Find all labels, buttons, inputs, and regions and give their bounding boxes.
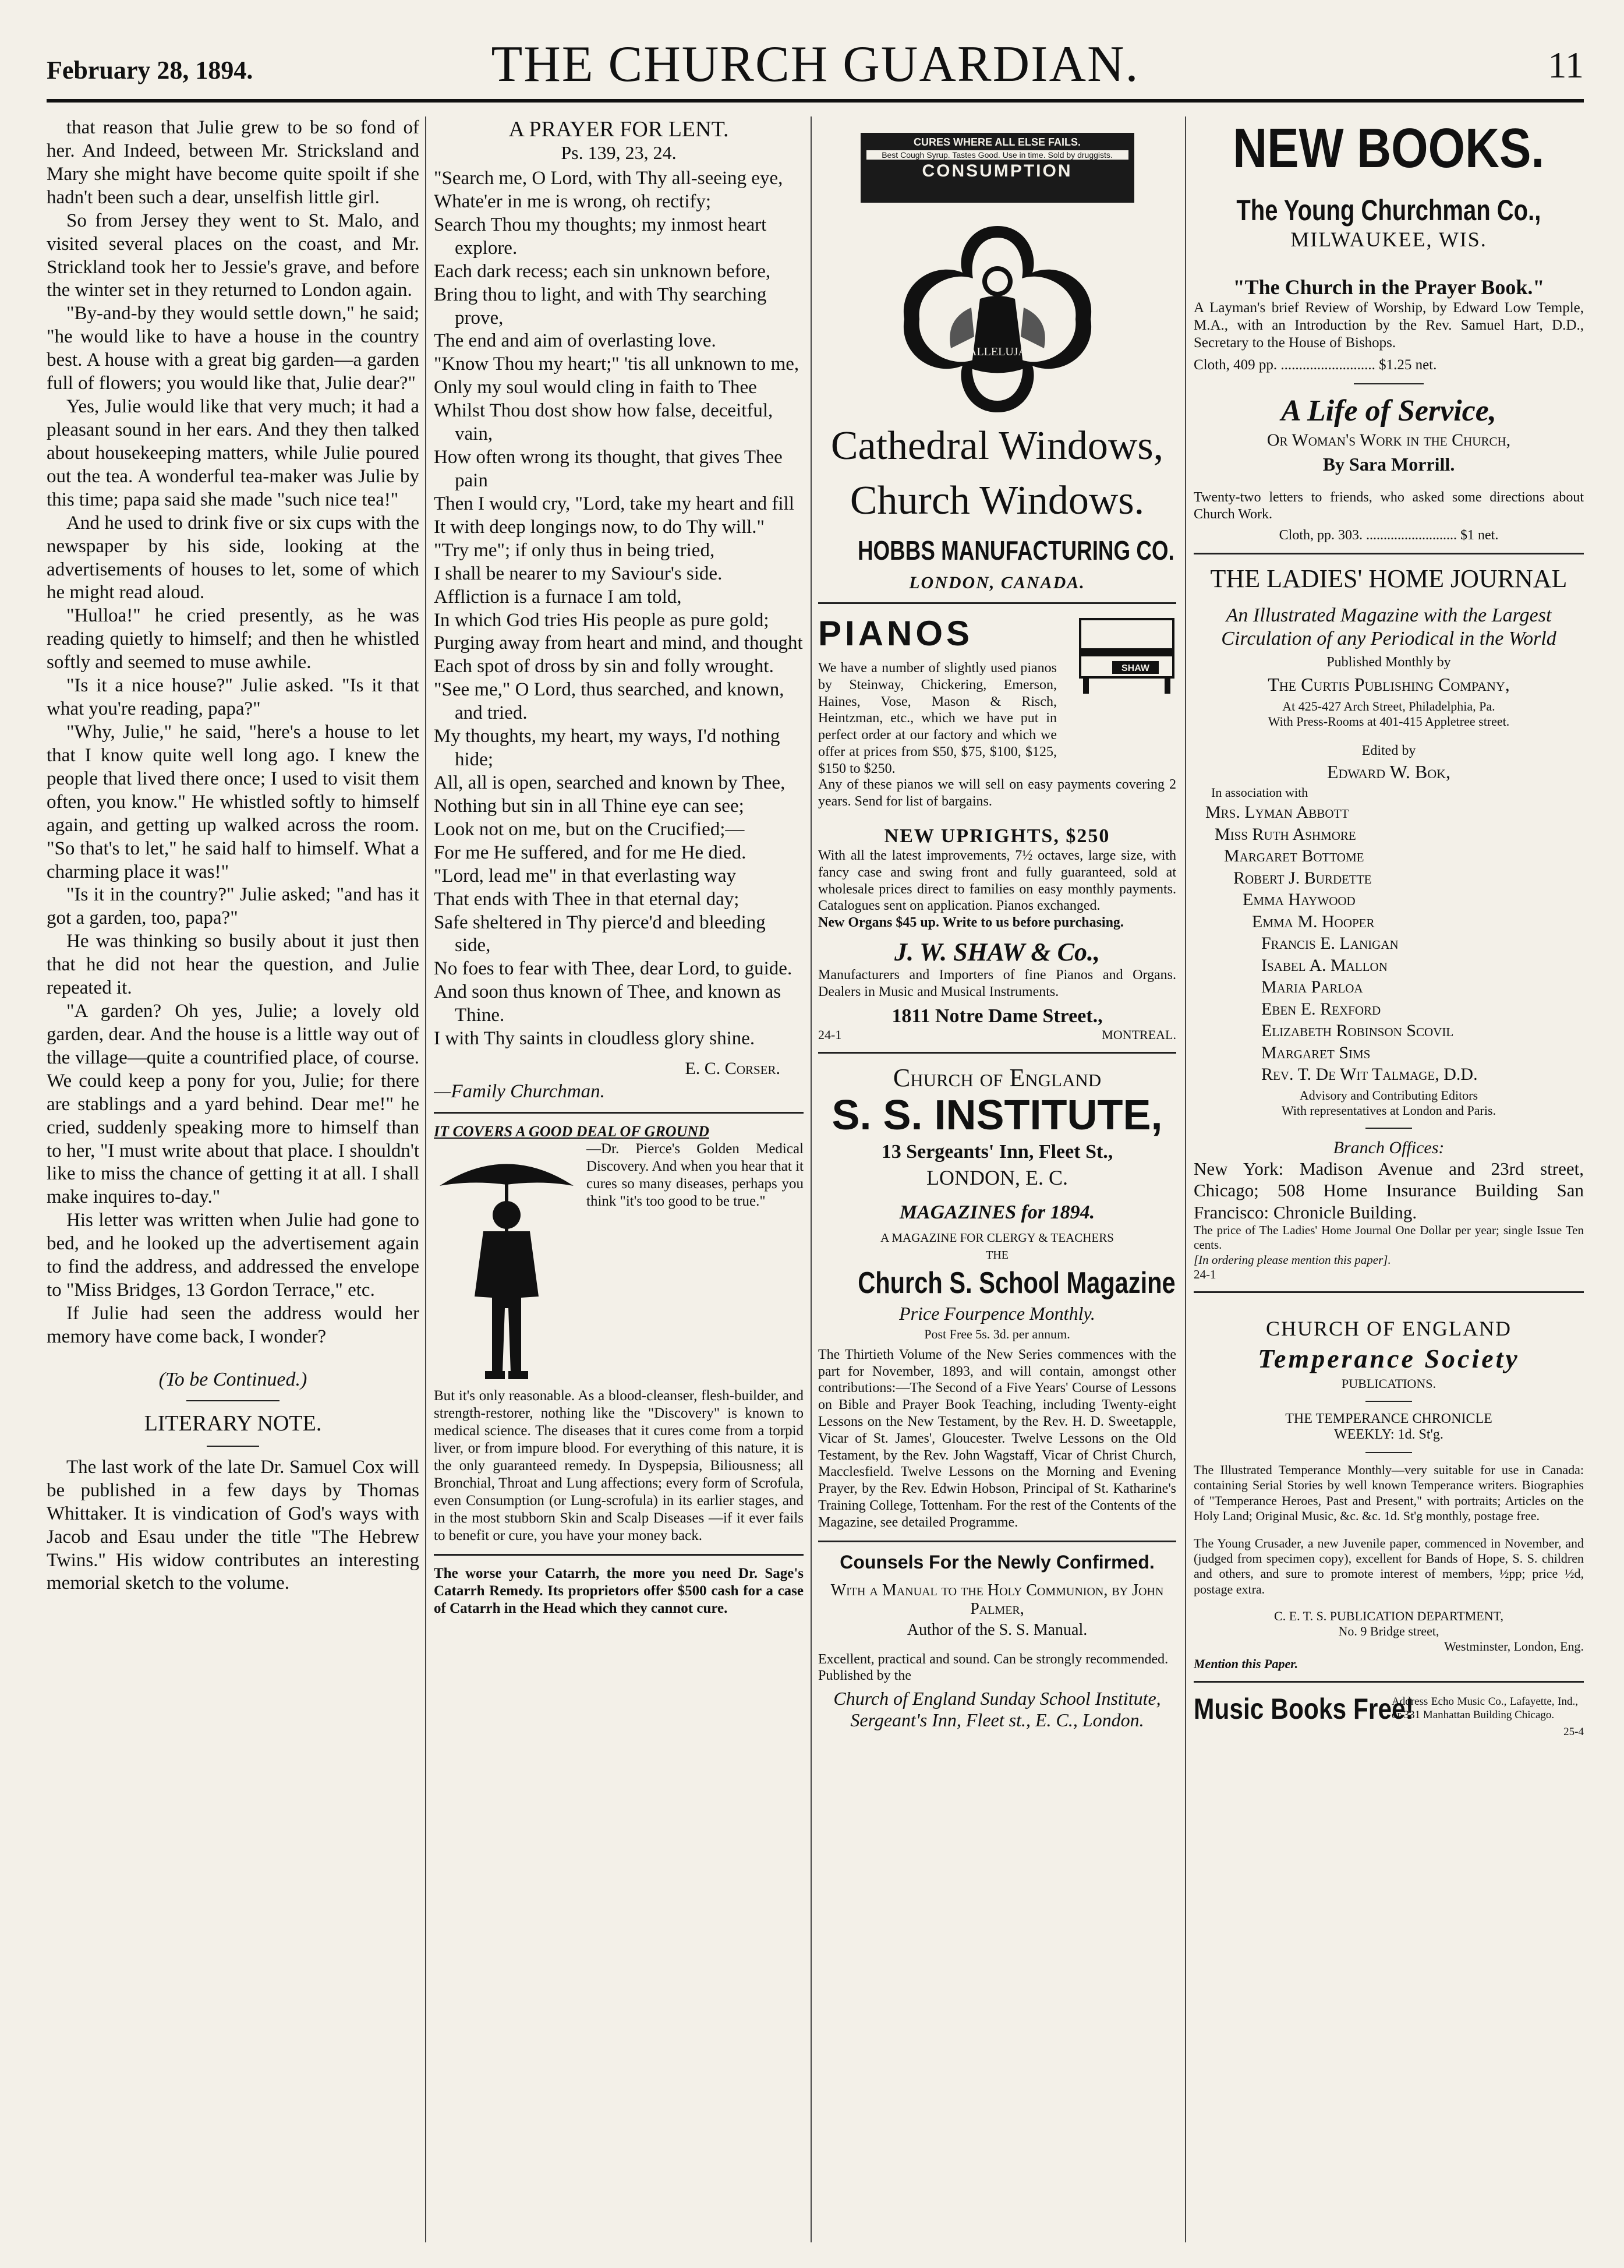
mention-this-paper: Mention this Paper.	[1194, 1656, 1299, 1672]
music-books-free: Music Books Free!	[1194, 1693, 1414, 1726]
editor-list-name: Eben E. Rexford	[1261, 999, 1381, 1019]
story-paragraph: that reason that Julie grew to be so fond of her. And Indeed, between Mr. Stricksland and Mary she might have become quite spoilt if she hadn't been such a dear, unselfish little girl.	[47, 117, 419, 208]
column-advertisements	[818, 116, 1176, 2242]
ssi-address: 13 Sergeants' Inn, Fleet St.,	[881, 1140, 1113, 1163]
poem-line: All, all is open, searched and known by Thee,	[434, 772, 786, 793]
shaw-description: Manufacturers and Importers of fine Pianos and Organs. Dealers in Music and Musical Instruments.	[818, 967, 1176, 999]
cets-address-2: Westminster, London, Eng.	[1444, 1639, 1584, 1654]
piano-brand: SHAW	[1121, 663, 1149, 673]
poem-line: "Know Thou my heart;" 'tis all unknown to me,	[434, 354, 799, 375]
poem-line: Each dark recess; each sin unknown before,	[434, 260, 771, 282]
editor-list-name: Emma M. Hooper	[1252, 912, 1375, 931]
column-rule	[811, 116, 812, 2242]
advisory-editors: Advisory and Contributing Editors	[1299, 1087, 1478, 1103]
poem-line: In which God tries His people as pure gold;	[434, 609, 769, 631]
curtis-address: At 425-427 Arch Street, Philadelphia, Pa.	[1282, 699, 1495, 714]
pianos-text: We have a number of slightly used pianos by Steinway, Chickering, Emerson, Haines, Vose, Mason & Risch, Heintzman, etc., which we have put in perfect order at our factory and which we offer at prices from $50, $75, $100, $125, $150 to $250.	[818, 660, 1057, 776]
piso-line-1: CURES WHERE ALL ELSE FAILS.	[913, 136, 1081, 148]
church-prayer-book-title: "The Church in the Prayer Book."	[1233, 275, 1545, 299]
representatives: With representatives at London and Paris.	[1281, 1103, 1496, 1118]
poem-line: I with Thy saints in cloudless glory shine.	[434, 1028, 755, 1050]
edited-by: Edited by	[1361, 743, 1416, 759]
newspaper-title: THE CHURCH GUARDIAN.	[491, 36, 1140, 93]
piso-line-2: Best Cough Syrup. Tastes Good. Use in time. Sold by druggists.	[866, 150, 1128, 160]
story-paragraph: He was thinking so busily about it just then that he did not hear the question, and Julie repeated it.	[47, 931, 419, 999]
counsels-heading: Counsels For the Newly Confirmed.	[840, 1551, 1155, 1573]
column-story	[47, 116, 419, 2242]
literary-note-heading: LITERARY NOTE.	[144, 1411, 322, 1436]
poem-title: A PRAYER FOR LENT.	[508, 117, 729, 142]
poem-line: "Try me"; if only thus in being tried,	[434, 539, 715, 561]
story-paragraph: And he used to drink five or six cups with the newspaper by his side, looking at the advertisements of houses to let, some of which he might read aloud.	[47, 512, 419, 603]
poem-line: Whilst Thou dost show how false, deceitful, vain,	[434, 400, 773, 445]
column-poem	[434, 116, 804, 2242]
published-by: Published by the	[818, 1668, 911, 1684]
pianos-text-2: Any of these pianos we will sell on easy payments covering 2 years. Send for list of bargains.	[818, 777, 1176, 809]
to-be-continued: (To be Continued.)	[158, 1368, 307, 1390]
curtis-address-2: With Press-Rooms at 401-415 Appletree street.	[1268, 714, 1510, 729]
page-number: 11	[1548, 44, 1584, 86]
branch-offices: Branch Offices:	[1333, 1137, 1445, 1157]
poem-line: How often wrong its thought, that gives Thee pain	[434, 447, 783, 491]
shaw-address: 1811 Notre Dame Street.,	[891, 1005, 1103, 1027]
music-ad-number: 25-4	[1563, 1726, 1584, 1739]
ad-music-books	[1194, 1692, 1584, 1726]
poem-line: Bring thou to light, and with Thy searching prove,	[434, 284, 767, 328]
hobbs-location: LONDON, CANADA.	[909, 573, 1085, 592]
poem-line: Purging away from heart and mind, and thought	[434, 633, 803, 654]
young-crusader: The Young Crusader, a new Juvenile paper, commenced in November, and (judged from specimen copy), excellent for Bands of Hope, S. S. children and others, and sure to promote interest of members, ½pp; price ½d, postage extra.	[1194, 1535, 1584, 1596]
magazine-contents: The Thirtieth Volume of the New Series commences with the part for November, 1893, and will contain, amongst other contributions:—The Second of a Five Years' Course of Lessons on Bible and Prayer Book Teaching, including Twenty-eight Lessons on the New Testament, by the Rev. H. D. Sweetapple, Vicar of St. James', Gloucester. Twelve Lessons on the Old Testament, by the Rev. John Wagstaff, Vicar of Christ Church, Macclesfield. Twelve Lessons on the Morning and Evening Prayer, by the Rev. Edwin Hobson, Principal of St. Katharine's Training College, Tottenham. For the rest of the Contents of the Magazine, see detailed Programme.	[818, 1347, 1176, 1530]
poem-line: Only my soul would cling in faith to Thee	[434, 377, 757, 398]
life-text: Twenty-two letters to friends, who asked some directions about Church Work.	[1194, 490, 1584, 522]
window-banner-text: HALLELUJAH	[960, 345, 1035, 358]
poem-line: And soon thus known of Thee, and known as Thine.	[434, 981, 781, 1026]
poem-author: E. C. Corser.	[685, 1059, 780, 1079]
story-paragraph: His letter was written when Julie had gone to bed, and he looked up the advertisement again to find the address, and addressed the envelope to "Miss Bridges, 13 Gordon Terrace," etc.	[47, 1210, 419, 1301]
ss-institute: S. S. INSTITUTE,	[832, 1091, 1163, 1139]
ad-pianos	[818, 613, 1176, 823]
poem-text	[434, 167, 804, 1051]
poem-reference: Ps. 139, 23, 24.	[561, 142, 677, 163]
lhj-subtitle: An Illustrated Magazine with the Largest Circulation of any Periodical in the World	[1221, 604, 1556, 650]
the-label: THE	[986, 1248, 1009, 1262]
life-price: Cloth, pp. 303. .......................... $1 net.	[1279, 527, 1499, 543]
young-churchman-co: The Young Churchman Co.,	[1236, 194, 1541, 227]
curtis-publishing: The Curtis Publishing Company,	[1268, 674, 1510, 695]
life-of-service: A Life of Service,	[1281, 394, 1496, 428]
editor-list-name: Robert J. Burdette	[1233, 868, 1372, 888]
church-of-england: Church of England	[893, 1063, 1102, 1092]
page-header	[47, 23, 1584, 103]
ad-windows	[818, 220, 1176, 421]
poem-line: The end and aim of overlasting love.	[434, 330, 716, 352]
poem-line: "Search me, O Lord, with Thy all-seeing eye,	[434, 168, 783, 189]
story-paragraph: So from Jersey they went to St. Malo, and visited several places on the coast, and Mr. Strickland took her to Jessie's grave, and before the winter set in they returned to London again.	[47, 210, 419, 301]
editor-list-name: Margaret Sims	[1261, 1043, 1371, 1062]
lhj-ad-number: 24-1	[1194, 1267, 1216, 1281]
cets-address: No. 9 Bridge street,	[1338, 1624, 1439, 1639]
stained-glass-angel-icon	[893, 220, 1102, 418]
in-association: In association with	[1211, 785, 1308, 800]
illustrated-temperance-monthly: The Illustrated Temperance Monthly—very suitable for use in Canada: containing Serial Stories by well known Temperance writers. Biographies of "Temperance Heroes, Past and Present," with portraits; Articles on the Holy Land; Original Music, &c. &c. 1d. St'g monthly, postage free.	[1194, 1462, 1584, 1524]
new-books-heading: NEW BOOKS.	[1233, 117, 1545, 179]
editor-list-name: Maria Parloa	[1261, 977, 1363, 997]
temperance-chronicle: THE TEMPERANCE CHRONICLE	[1285, 1411, 1492, 1426]
editor-list-name: Margaret Bottome	[1224, 846, 1364, 866]
music-address: Address Echo Music Co., Lafayette, Ind., or 331 Manhattan Building Chicago.	[1392, 1695, 1578, 1722]
editor-list-name: Elizabeth Robinson Scovil	[1261, 1021, 1454, 1041]
editor-list-name: Rev. T. De Wit Talmage, D.D.	[1261, 1065, 1478, 1084]
life-subtitle: Or Woman's Work in the Church,	[1266, 430, 1511, 450]
editor-name: Edward W. Bok,	[1326, 761, 1451, 783]
issue-date: February 28, 1894.	[47, 56, 253, 84]
pianos-heading: PIANOS	[818, 614, 974, 653]
poem-line: For me He suffered, and for me He died.	[434, 842, 746, 863]
publisher-name: Church of England Sunday School Institute, Sergeant's Inn, Fleet st., E. C., London.	[833, 1688, 1161, 1731]
magazine-for: A MAGAZINE FOR CLERGY & TEACHERS	[880, 1230, 1114, 1245]
ad-catarrh: The worse your Catarrh, the more you need Dr. Sage's Catarrh Remedy. Its proprietors offer $500 cash for a case of Catarrh in the Head which they cannot cure.	[434, 1566, 804, 1617]
poem-line: "Lord, lead me" in that everlasting way	[434, 865, 737, 886]
upright-piano-icon	[1077, 613, 1176, 695]
cathedral-windows: Cathedral Windows,	[830, 423, 1164, 468]
column-rule	[425, 116, 426, 2242]
poem-line: Search Thou my thoughts; my inmost heart explore.	[434, 214, 767, 259]
lhj-price: The price of The Ladies' Home Journal One Dollar per year; single Issue Ten cents.	[1194, 1223, 1584, 1252]
counsels-with-manual: With a Manual to the Holy Communion, by John Palmer,	[830, 1581, 1164, 1618]
story-paragraph: "Hulloa!" he cried presently, as he was reading quietly to himself; and then he whistled softly and seemed to muse awhile.	[47, 605, 419, 673]
shaw-ad-number: 24-1	[818, 1027, 842, 1042]
poem-line: It with deep longings now, to do Thy will."	[434, 516, 765, 538]
poem-line: Nothing but sin in all Thine eye can see;	[434, 795, 744, 817]
lhj-mention: [In ordering please mention this paper].	[1194, 1252, 1391, 1267]
ladies-home-journal: THE LADIES' HOME JOURNAL	[1210, 564, 1568, 593]
story-text	[47, 116, 419, 1349]
poem-line: That ends with Thee in that eternal day;	[434, 888, 740, 910]
shaw-city: MONTREAL.	[1102, 1027, 1176, 1042]
editor-list	[1194, 801, 1584, 1086]
poem-line: My thoughts, my heart, my ways, I'd nothing hide;	[434, 726, 780, 771]
new-uprights: NEW UPRIGHTS, $250	[884, 825, 1110, 847]
column-books	[1194, 116, 1584, 2242]
story-paragraph: "Is it a nice house?" Julie asked. "Is it that what you're reading, papa?"	[47, 675, 419, 720]
cets-church-of-england: CHURCH OF ENGLAND	[1265, 1316, 1512, 1340]
editor-list-name: Francis E. Lanigan	[1261, 934, 1399, 953]
magazines-1894: MAGAZINES for 1894.	[899, 1201, 1095, 1223]
ad-piso-banner	[861, 133, 1134, 203]
ad-pierce-heading: IT COVERS A GOOD DEAL OF GROUND	[434, 1123, 709, 1140]
cets-department: C. E. T. S. PUBLICATION DEPARTMENT,	[1274, 1609, 1503, 1624]
milwaukee: MILWAUKEE, WIS.	[1290, 228, 1487, 251]
literary-note-text: The last work of the late Dr. Samuel Cox will be published in a few days by Thomas Whittaker. It is vindication of God's ways with Jacob and Esau under the title "The Hebrew Twins." His widow contributes an interesting memorial sketch to the volume.	[47, 1456, 419, 1594]
lhj-published: Published Monthly by	[1326, 655, 1451, 670]
story-paragraph: "By-and-by they would settle down," he said; "he would like to have a house in the country best. A house with a great big garden—a garden full of flowers; you would like that, Julie dear?"	[47, 303, 419, 394]
organs-text: New Organs $45 up. Write to us before purchasing.	[818, 915, 1124, 931]
ssi-city: LONDON, E. C.	[926, 1165, 1068, 1189]
poem-line: Affliction is a furnace I am told,	[434, 586, 682, 607]
temperance-society: Temperance Society	[1258, 1343, 1520, 1373]
story-paragraph: "Why, Julie," he said, "here's a house to let that I know quite well long ago. I knew the people that lived there once; I used to visit them often, you know." He whistled softly to himself again, and getting up walked across the room. "So that's to let," he said half to himself. What a charming place it was!"	[47, 721, 419, 882]
editor-list-name: Isabel A. Mallon	[1261, 955, 1388, 975]
life-author: By Sara Morrill.	[1322, 454, 1455, 475]
editor-list-name: Miss Ruth Ashmore	[1215, 824, 1356, 844]
piso-line-3: CONSUMPTION	[922, 161, 1073, 181]
poem-line: Look not on me, but on the Crucified;—	[434, 818, 745, 840]
cets-publications: PUBLICATIONS.	[1342, 1376, 1436, 1391]
poem-line: Then I would cry, "Lord, take my heart and fill	[434, 493, 794, 514]
poem-line: Each spot of dross by sin and folly wrought.	[434, 656, 774, 677]
poem-source: —Family Churchman.	[434, 1081, 605, 1103]
poem-line: I shall be nearer to my Saviour's side.	[434, 563, 723, 584]
church-school-magazine: Church S. School Magazine	[858, 1266, 1176, 1300]
story-paragraph: "Is it in the country?" Julie asked; "and has it got a garden, too, papa?"	[47, 884, 419, 929]
poem-line: No foes to fear with Thee, dear Lord, to guide.	[434, 958, 792, 980]
story-paragraph: Yes, Julie would like that very much; it had a pleasant sound in her ears. And they then talked about housekeeping matters, while Julie poured out the tea. A wonderful tea-maker was Julie by this time; papa said she made "such nice tea!"	[47, 396, 419, 510]
column-rule	[1185, 116, 1186, 2242]
ad-pierce-text1: —Dr. Pierce's Golden Medical Discovery. And when you hear that it cures so many diseases, perhaps you think "it's too good to be true."	[586, 1141, 804, 1210]
church-windows: Church Windows.	[850, 478, 1145, 523]
editor-list-name: Emma Haywood	[1243, 890, 1356, 910]
magazine-price: Price Fourpence Monthly.	[899, 1302, 1095, 1324]
uprights-text: With all the latest improvements, 7½ octaves, large size, with fancy case and swing front and fully guaranteed, sold at wholesale prices direct to families on easy monthly payments. Catalogues sent on application. Pianos exchanged.	[818, 848, 1176, 914]
chronicle-weekly: WEEKLY: 1d. St'g.	[1334, 1426, 1443, 1442]
hobbs-company: HOBBS MANUFACTURING CO.	[857, 535, 1174, 566]
editor-list-name: Mrs. Lyman Abbott	[1205, 803, 1349, 822]
poem-line: "See me," O Lord, thus searched, and known, and tried.	[434, 679, 784, 724]
shaw-company: J. W. SHAW & Co.,	[894, 937, 1100, 966]
counsels-recommendation: Excellent, practical and sound. Can be strongly recommended.	[818, 1651, 1169, 1667]
story-paragraph: If Julie had seen the address would her memory have come back, I wonder?	[47, 1303, 419, 1347]
branch-text: New York: Madison Avenue and 23rd street, Chicago; 508 Home Insurance Building San Francisco: Chronicle Building.	[1194, 1158, 1584, 1223]
ad-pierce	[434, 1140, 804, 1391]
poem-line: Safe sheltered in Thy pierce'd and bleeding side,	[434, 912, 766, 956]
magazine-post: Post Free 5s. 3d. per annum.	[924, 1326, 1070, 1341]
man-with-umbrella-icon	[434, 1145, 579, 1390]
poem-line: Whate'er in me is wrong, oh rectify;	[434, 190, 712, 212]
ad-pierce-text2: But it's only reasonable. As a blood-cleanser, flesh-builder, and strength-restorer, nothing like the "Discovery" is known to medical science. The diseases that it cures come from a torpid liver, or from impure blood. For everything of this nature, it is the only guaranteed remedy. In Dyspepsia, Biliousness; all Bronchial, Throat and Lung affections; every form of Scrofula, even Consumption (or Lung-scrofula) in its earlier stages, and in the most stubborn Skin and Scalp Diseases —if it ever fails to benefit or cure, you have your money back.	[434, 1388, 804, 1544]
church-prayer-book-price: Cloth, 409 pp. .......................... $1.25 net.	[1194, 357, 1437, 373]
story-paragraph: "A garden? Oh yes, Julie; a lovely old garden, dear. And the house is a little way out of the village—quite a countrified place, of course. We could keep a pony for you, Julie; for there are stablings and a yard behind. Dear me!" he cried, suddenly speaking more to himself than to her, "I must write about that place. I shouldn't like to miss the chance of getting it at all. I shall make inquires to-day."	[47, 1001, 419, 1208]
counsels-author: Author of the S. S. Manual.	[907, 1620, 1088, 1639]
church-prayer-book-text: A Layman's brief Review of Worship, by Edward Low Temple, M.A., with an Introduction by the Rev. Samuel Hart, D.D., Secretary to the House of Bishops.	[1194, 300, 1584, 351]
